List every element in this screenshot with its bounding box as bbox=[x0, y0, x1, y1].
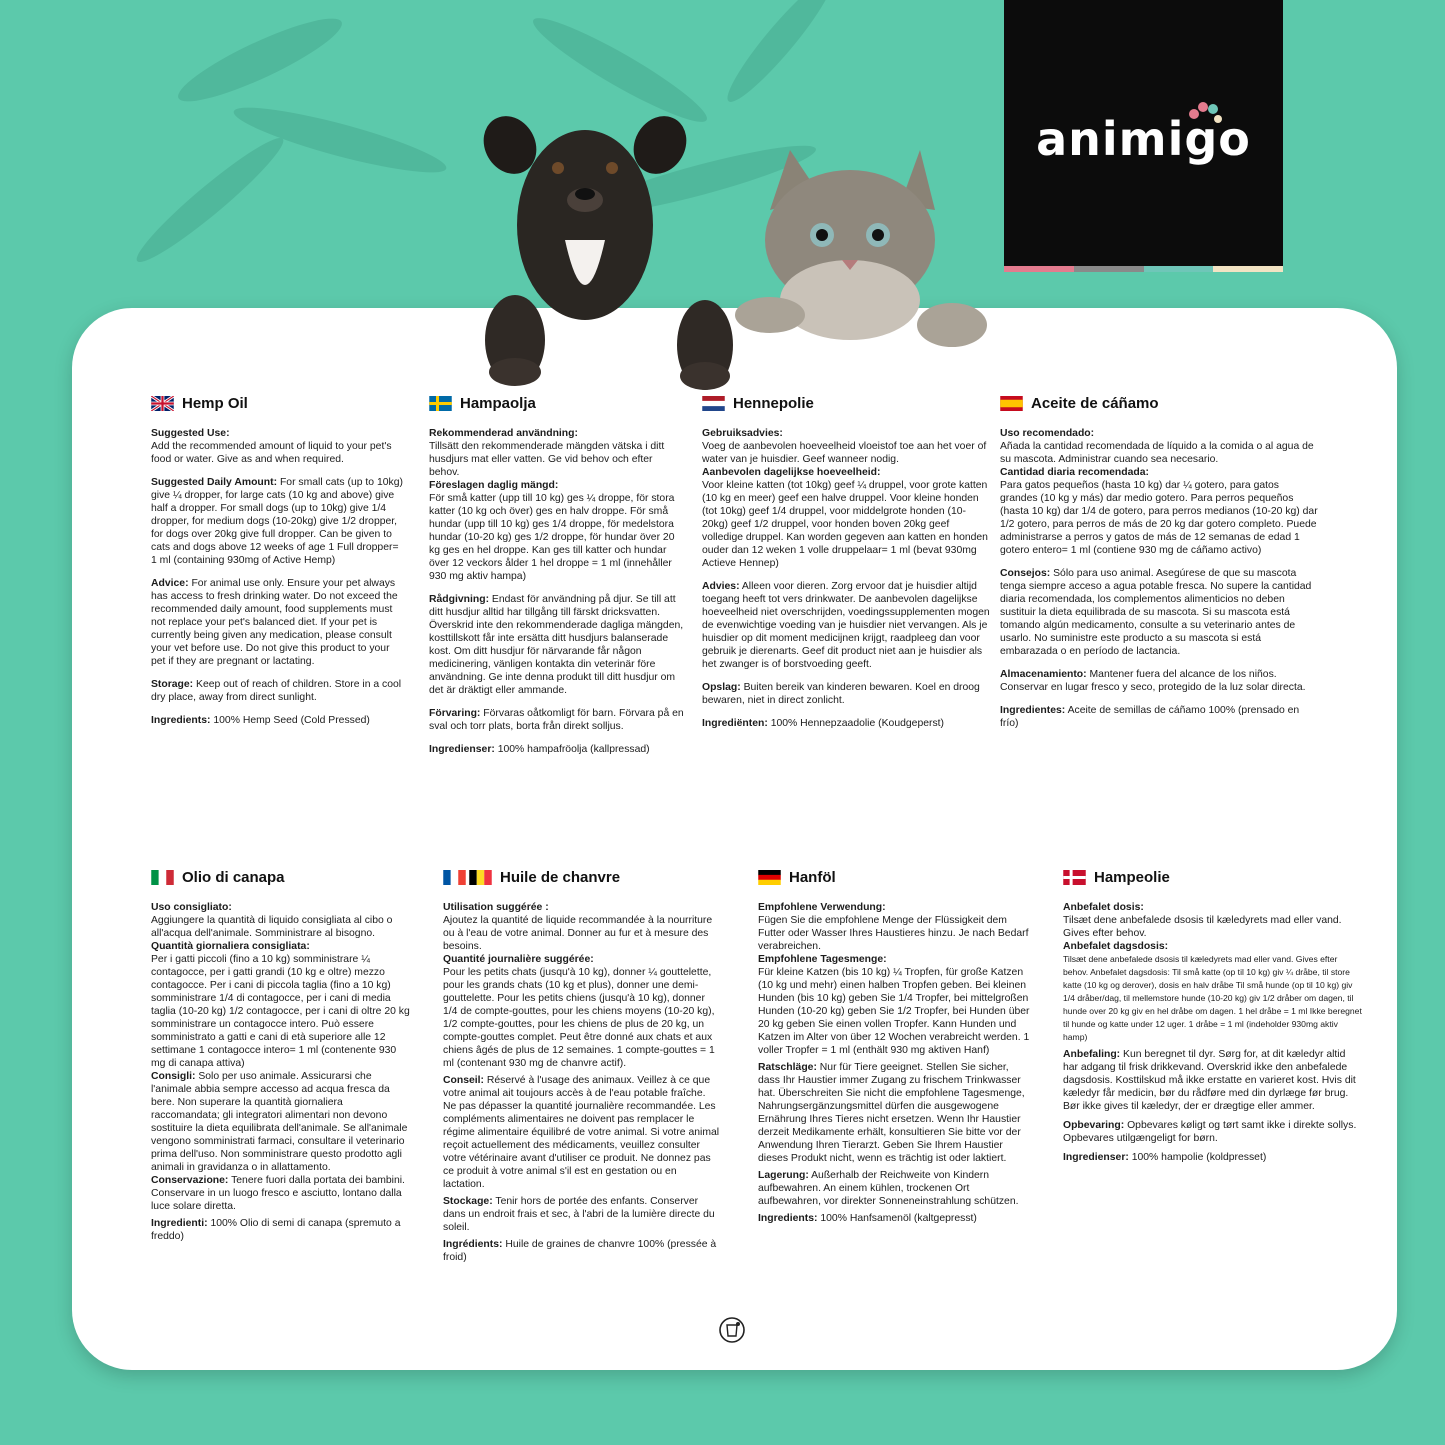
info-block: Stockage: Tenir hors de portée des enfants. Conserver dans un endroit frais et sec, à l'abri de la lumière directe du soleil. bbox=[443, 1196, 715, 1233]
puppy-image bbox=[473, 110, 733, 390]
brand-logo bbox=[1004, 0, 1283, 266]
section-heading bbox=[443, 870, 721, 885]
flag-italy-icon bbox=[151, 870, 174, 885]
info-block: Ingredienser: 100% hampafröolja (kallpressad) bbox=[429, 744, 650, 755]
brand-color-stripe bbox=[1004, 266, 1283, 272]
section-aceite-es bbox=[1000, 396, 1318, 740]
info-block: Conseil: Réservé à l'usage des animaux. Veillez à ce que votre animal ait toujours accès à de l'eau potable fraîche. Ne pas dépasser la quantité journalière recommandée. Les compléments alimentaires ne doivent pas remplacer le régime alimentaire équilibré de votre animal. Si votre animal reçoit actuellement des médicaments, veuillez consulter votre vétérinaire avant d'utiliser ce produit. Ne donnez pas ce produit à votre animal s'il est en gestation ou en lactation. bbox=[443, 1075, 720, 1190]
dog-and-cat-illustration bbox=[470, 110, 1000, 400]
flag-netherlands-icon bbox=[702, 396, 725, 411]
info-block: Advice: For animal use only. Ensure your pet always has access to fresh drinking water. Do not exceed the recommended daily amount, food supplements must not replace your pet's balanced diet. If your pet is currently being given any medication, please consult your vet before use. Do not give this product to your pet if they are pregnant or lactating. bbox=[151, 578, 398, 667]
info-block: Gebruiksadvies: Voeg de aanbevolen hoeveelheid vloeistof toe aan het voer of water van je huisdier. Geef wanneer nodig. Aanbevolen dagelijkse hoeveelheid: Voor kleine katten (tot 10kg) geef ¼ druppel, voor grote katten (10 kg en meer) geef een halve druppel. Voor kleine honden (tot 10kg) geef 1/4 druppel, voor middelgrote honden (10-20kg) geef 1/2 druppel, voor honden boven 20kg geef volledige druppel. Kan worden gegeven aan katten en honden ouder dan 12 weken 1 volle druppelaar= 1 ml (bevat 930mg Actieve Hennep) bbox=[702, 428, 988, 569]
section-hemp-oil-en bbox=[151, 396, 403, 737]
info-block: Ingredients: 100% Hanfsamenöl (kaltgepresst) bbox=[758, 1213, 977, 1224]
flag-germany-icon bbox=[758, 870, 781, 885]
flag-france-belgium-icon bbox=[443, 870, 492, 885]
section-heading bbox=[151, 870, 413, 885]
section-title: Hemp Oil bbox=[182, 395, 248, 412]
section-title: Aceite de cáñamo bbox=[1031, 395, 1159, 412]
info-block: Ingredientes: Aceite de semillas de cáñamo 100% (prensado en frío) bbox=[1000, 705, 1300, 729]
info-block: Lagerung: Außerhalb der Reichweite von Kindern aufbewahren. An einem kühlen, trockenen Ort aufbewahren, vor direkter Sonneneinstrahlung schützen. bbox=[758, 1170, 1019, 1207]
info-block: Rekommenderad användning: Tillsätt den rekommenderade mängden vätska i ditt husdjurs mat eller vatten. Ge vid behov och efter behov. Föreslagen daglig mängd: För små katter (upp till 10 kg) ges ¼ droppe, för stora katter (10 kg och över) ges en halv droppe. För små hundar (upp till 10 kg) ges 1/4 droppe, för medelstora hundar (10-20 kg) ges 1/2 droppe, för hundar över 20 kg ges en hel droppe. Kan ges till katter och hundar över 12 veckors ålder 1 hel droppe = 1 ml (innehåller 930 mg aktiv hampa) bbox=[429, 428, 675, 582]
info-block: Opbevaring: Opbevares køligt og tørt samt ikke i direkte sollys. Opbevares utilgængeligt for børn. bbox=[1063, 1120, 1357, 1144]
info-block: Storage: Keep out of reach of children. Store in a cool dry place, away from direct sunlight. bbox=[151, 679, 402, 703]
info-block: Ingrédients: Huile de graines de chanvre 100% (pressée à froid) bbox=[443, 1239, 717, 1263]
section-heading bbox=[1000, 396, 1318, 411]
section-hanfoel-de bbox=[758, 870, 1030, 1235]
info-block: Ingredients: 100% Hemp Seed (Cold Pressed) bbox=[151, 715, 370, 726]
info-block: Suggested Daily Amount: For small cats (up to 10kg) give ¼ dropper, for large cats (10 kg and above) give half a dropper. For small dogs (up to 10kg) give 1/4 dropper, for medium dogs (10-20kg) give 1/2 dropper, for dogs over 20kg give full dropper. Can be given to cats and dogs above 12 weeks of age 1 Full dropper= 1 ml (containing 930mg of Active Hemp) bbox=[151, 477, 403, 566]
section-hennepolie-nl bbox=[702, 396, 990, 740]
info-block: Uso recomendado: Añada la cantidad recomendada de líquido a la comida o al agua de su mascota. Administrar cuando sea necesario. Cantidad diaria recomendada: Para gatos pequeños (hasta 10 kg) dar ¼ gotero, para gatos grandes (10 kg y más) dar medio gotero. Para perros pequeños (hasta 10 kg) dar 1/4 de gotero, para perros medianos (10-20 kg) dar 1/2 gotero, para perros de más de 20 kg dar gotero completo. Puede administrarse a perros y gatos de más de 12 semanas de edad 1 gotero entero= 1 ml (contiene 930 mg de cáñamo activo) bbox=[1000, 428, 1318, 556]
section-hampaolja-se bbox=[429, 396, 685, 766]
section-title: Hanföl bbox=[789, 869, 836, 886]
section-title: Hampaolja bbox=[460, 395, 536, 412]
section-title: Hennepolie bbox=[733, 395, 814, 412]
info-block: Uso consigliato: Aggiungere la quantità di liquido consigliata al cibo o all'acqua dell'animale. Somministrare al bisogno. Quantità giornaliera consigliata: Per i gatti piccoli (fino a 10 kg) somministrare ¼ contagocce, per i gatti grandi (10 kg e oltre) mezzo contagocce. Per i cani di piccola taglia (fino a 10 kg) somministrare 1/4 di contagocce, per i cani di media taglia (10-20 kg) 1/2 contagocce, per i cani di oltre 20 kg somministrare un contagocce intero. Può essere somministrato a gatti e cani di età superiore alle 12 settimane 1 contagocce intero= 1 ml (contenente 930 mg di canapa attiva) Consigli: Solo per uso animale. Assicurarsi che l'animale abbia sempre accesso ad acqua fresca da bere. Non superare la quantità giornaliera raccomandata; gli integratori alimentari non devono sostituire la dieta equilibrata dell'animale. Se all'animale vengono somministrati farmaci, consultare il veterinario prima dell'uso. Non somministrare questo prodotto agli animali in gravidanza o in allattamento. Conservazione: Tenere fuori dalla portata dei bambini. Conservare in un luogo fresco e asciutto, lontano dalla luce solare diretta. bbox=[151, 902, 410, 1212]
info-block: Suggested Use: Add the recommended amount of liquid to your pet's food or water. Give as and when required. bbox=[151, 428, 392, 465]
info-block: Ingredienser: 100% hampolie (koldpresset) bbox=[1063, 1152, 1267, 1163]
flag-spain-icon bbox=[1000, 396, 1023, 411]
kitten-image bbox=[735, 150, 987, 347]
info-block: Opslag: Buiten bereik van kinderen bewaren. Koel en droog bewaren, niet in direct zonlicht. bbox=[702, 682, 980, 706]
info-block: Rådgivning: Endast för användning på djur. Se till att ditt husdjur alltid har tillgång till färskt dricksvatten. Överskrid inte den rekommenderade dagliga mängden, kosttillskott får inte ersätta ditt husdjurs balanserade kost. Om ditt husdjur för närvarande får någon medicinering, vänligen kontakta din veterinär före användning. Ge inte denna produkt till ditt husdjur om det är dräktigt eller ammande. bbox=[429, 594, 684, 696]
section-heading bbox=[702, 396, 990, 411]
flag-uk-icon bbox=[151, 396, 174, 411]
info-block: Empfohlene Verwendung: Fügen Sie die empfohlene Menge der Flüssigkeit dem Futter oder Wasser Ihres Haustieres hinzu. Je nach Bedarf verabreichen. Empfohlene Tagesmenge: Für kleine Katzen (bis 10 kg) ¼ Tropfen, für große Katzen (10 kg und mehr) einen halben Tropfen geben. Bei kleinen Hunden (bis 10 kg) geben Sie 1/4 Tropfer, bei mittelgroßen Hunden (10-20 kg) geben Sie 1/2 Tropfer, bei Hunden über 20 kg geben Sie einen vollen Tropfer. Kann Hunden und Katzen im Alter von über 12 Wochen verabreicht werden. 1 voller Tropfer = 1 ml (enthält 930 mg aktiven Hanf) bbox=[758, 902, 1030, 1056]
brand-name: animigo bbox=[1036, 112, 1251, 166]
section-hampeolie-dk bbox=[1063, 870, 1363, 1174]
section-heading bbox=[151, 396, 403, 411]
section-heading bbox=[429, 396, 685, 411]
info-block: Anbefaling: Kun beregnet til dyr. Sørg for, at dit kæledyr altid har adgang til frisk drikkevand. Overskrid ikke den anbefalede dagsdosis. Kosttilskud må ikke erstatte en varieret kost. Hvis dit kæledyr får medicin, bør du rådføre med din dyrlæge før brug. Bør ikke gives til kæledyr, der er drægtige eller ammer. bbox=[1063, 1049, 1356, 1112]
info-block: Ingredienti: 100% Olio di semi di canapa (spremuto a freddo) bbox=[151, 1218, 401, 1242]
section-huile-fr bbox=[443, 870, 721, 1274]
info-block: Anbefalet dosis: Tilsæt dene anbefalede dsosis til kæledyrets mad eller vand. Gives efter behov. Anbefalet dagsdosis: Tilsæt dene anbefalede dsosis til kæledyrets mad eller vand. Gives efter behov. Anbefalet dagsdosis: Til små katte (op til 10 kg) giv ¼ dråbe, til store katte (10 kg og derover), dosis en halv dråbe Til små hunde (op til 10 kg) giv 1/4 dråber/dag, til mellemstore hunde (10-20 kg) giv 1/2 dråber om dagen, til hunde over 20 kg giv en hel dråbe om dagen. 1 hel dråbe = 1 ml Ikke beregnet til hunde og katte under 12 uger. 1 dråbe = 1 ml (indeholder 930mg aktiv hamp) bbox=[1063, 902, 1362, 1042]
info-block: Ratschläge: Nur für Tiere geeignet. Stellen Sie sicher, dass Ihr Haustier immer Zugang zu frischem Trinkwasser hat. Überschreiten Sie nicht die empfohlene Tagesmenge, Nahrungsergänzungsmittel dürfen die ausgewogene Ernährung Ihres Tieres nicht ersetzen. Wenn Ihr Haustier derzeit Medikamente erhält, konsultieren Sie bitte vor der Anwendung Ihren Tierarzt. Geben Sie Ihrem Haustier dieses Produkt nicht, wenn es trächtig ist oder laktiert. bbox=[758, 1062, 1025, 1164]
section-olio-it bbox=[151, 870, 413, 1253]
info-block: Utilisation suggérée : Ajoutez la quantité de liquide recommandée à la nourriture ou à l'eau de votre animal. Donner au fur et à mesure des besoins. Quantité journalière suggérée: Pour les petits chats (jusqu'à 10 kg), donner ¼ gouttelette, pour les grands chats (10 kg et plus), donner une demi-gouttelette. Pour les petits chiens (jusqu'à 10 kg), donner 1/4 de compte-gouttes, pour les chiens moyens (10-20 kg), 1/2 compte-gouttes, pour les chiens de plus de 20 kg, un compte-gouttes complet. Peut être donné aux chats et aux chiens âgés de plus de 12 semaines. 1 compte-gouttes = 1 ml (contenant 930 mg de chanvre actif). bbox=[443, 902, 715, 1069]
info-block: Förvaring: Förvaras oåtkomligt för barn. Förvara på en sval och torr plats, borta från direkt solljus. bbox=[429, 708, 684, 732]
info-block: Advies: Alleen voor dieren. Zorg ervoor dat je huisdier altijd toegang heeft tot vers drinkwater. De aanbevolen dagelijkse hoeveelheid niet overschrijden, voedingssupplementen mogen de evenwichtige voeding van je huisdier niet vervangen. Als je huisdier op dit moment medicijnen krijgt, raadpleeg dan voor gebruik je dierenarts. Geef dit product niet aan je huisdier als het zwanger is of borstvoeding geeft. bbox=[702, 581, 990, 670]
section-heading bbox=[1063, 870, 1363, 885]
section-title: Huile de chanvre bbox=[500, 869, 621, 886]
flag-sweden-icon bbox=[429, 396, 452, 411]
section-title: Olio di canapa bbox=[182, 869, 285, 886]
flag-denmark-icon bbox=[1063, 870, 1086, 885]
section-heading bbox=[758, 870, 1030, 885]
section-title: Hampeolie bbox=[1094, 869, 1170, 886]
info-block: Ingrediënten: 100% Hennepzaadolie (Koudgeperst) bbox=[702, 718, 945, 729]
recycle-bin-icon bbox=[718, 1316, 746, 1344]
info-block: Almacenamiento: Mantener fuera del alcance de los niños. Conservar en lugar fresco y seco, protegido de la luz solar directa. bbox=[1000, 669, 1306, 693]
info-block: Consejos: Sólo para uso animal. Asegúrese de que su mascota tenga siempre acceso a agua potable fresca. No supere la cantidad diaria recomendada, los complementos alimenticios no deben sustituir la dieta equilibrada de su mascota. Si su mascota está tomando algún medicamento, consulte a su veterinario antes de usarlo. No suministre este producto a su mascota si está embarazada o en período de lactancia. bbox=[1000, 568, 1312, 657]
